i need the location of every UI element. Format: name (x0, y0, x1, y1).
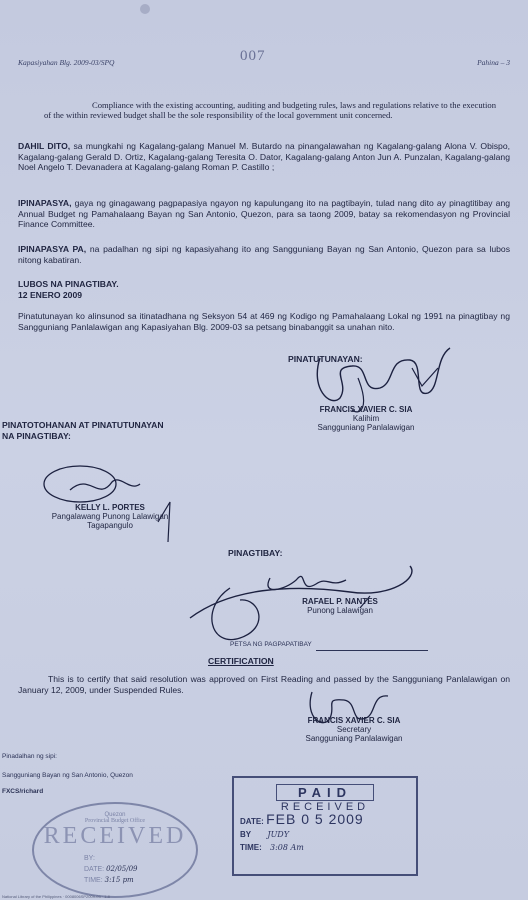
petsa-line (230, 633, 436, 651)
pinatotohanan-line2: NA PINAGTIBAY: (2, 431, 71, 441)
received-time-value: 3:15 pm (104, 876, 134, 884)
received-by-label: BY: (84, 855, 95, 862)
nantes-block (280, 597, 400, 615)
paid-stamp-fields (234, 813, 416, 854)
sia-name: FRANCIS XAVIER C. SIA (319, 405, 413, 414)
certification-paragraph (18, 674, 510, 695)
paid-time-label: TIME: (240, 843, 262, 852)
paid-stamp (232, 776, 418, 876)
received-stamp (32, 802, 198, 898)
paid-time-value: 3:08 Am (270, 843, 304, 852)
paid-by-label: BY (240, 830, 252, 839)
portes-tagapangulo: Tagapangulo (87, 521, 133, 530)
pinagtibay-label: PINAGTIBAY: (228, 548, 283, 558)
lubos-text: LUBOS NA PINAGTIBAY. (18, 279, 119, 289)
received-stamp-big: RECEIVED (43, 823, 187, 849)
pinatutunayan-label: PINATUTUNAYAN: (288, 354, 363, 364)
received-stamp-fields (84, 854, 138, 886)
lubos-heading (18, 279, 119, 300)
header-resolution-number: Kapasiyahan Blg. 2009-03/SPQ (18, 58, 115, 67)
received-date-value: 02/05/09 (106, 865, 138, 873)
cert-sia-name: FRANCIS XAVIER C. SIA (307, 716, 401, 725)
sia-block (296, 405, 436, 432)
portes-block (30, 503, 190, 530)
portes-name: KELLY L. PORTES (75, 503, 145, 512)
pinatotohanan-line1: PINATOTOHANAN AT PINATUTUNAYAN (2, 420, 164, 430)
punch-mark (140, 4, 150, 14)
received-date-label: DATE: (84, 866, 105, 873)
portes-title: Pangalawang Punong Lalawigan (51, 512, 169, 521)
ipinapasya-pa-lead: IPINAPASYA PA, (18, 244, 87, 254)
paid-by-value: JUDY (267, 830, 290, 839)
ipinapasya-lead: IPINAPASYA, (18, 198, 72, 208)
dahil-dito-paragraph (18, 141, 510, 173)
recipient-text: Sangguniang Bayan ng San Antonio, Quezon (2, 772, 133, 779)
header-page-label: Pahina – 3 (477, 58, 510, 67)
archive-footer: National Library of the Philippines · 0008006SP2009-03 · 1.8 (2, 894, 110, 899)
pinadalhan-label: Pinadalhan ng sipi: (2, 753, 57, 760)
cert-sia-secretary: Secretary (336, 725, 372, 734)
received-stamp-line2: Provincial Budget Office (84, 818, 146, 824)
paid-date-value: FEB 0 5 2009 (266, 811, 364, 827)
paid-stamp-title: PAID (276, 784, 374, 801)
pinatotohanan-label (2, 420, 164, 442)
header-page-code: 007 (240, 48, 266, 64)
sia-title-kalihim: Kalihim (352, 414, 380, 423)
received-time-label: TIME: (84, 877, 103, 884)
ipinapasya-pa-paragraph (18, 244, 510, 265)
cert-sia-sp: Sangguniang Panlalawigan (305, 734, 403, 743)
pinatutunayan-text: Pinatutunayan ko alinsunod sa itinatadhana ng Seksyon 54 at 469 ng Kodigo ng Pamahalaang Lokal ng 1991 na pinagtibay ng Sangguniang Panlalawigan ang Kapasiyahan Blg. 2009-03 sa petsang binabanggit sa unahan nito. (18, 311, 510, 332)
received-stamp-line1: Quezon (104, 812, 126, 818)
dahil-dito-lead: DAHIL DITO, (18, 141, 71, 151)
certification-signatory (284, 716, 424, 743)
certification-heading: CERTIFICATION (208, 656, 274, 666)
compliance-paragraph (44, 100, 496, 121)
sia-title-sp: Sangguniang Panlalawigan (317, 423, 415, 432)
dahil-dito-text: sa mungkahi ng Kagalang-galang Manuel M. Butardo na pinangalawahan ng Kagalang-galang Alona V. Obispo, Kagalang-galang Gerald D. Ortiz, Kagalang-galang Teresita O. Dator, Kagalang-galang Anton Jun A. Punzalan, Kagalang-galang Noel Angelo T. Devanadera at Kagalang-galang Roman P. Castillo ; (18, 141, 511, 173)
pinatutunayan-paragraph (18, 311, 510, 332)
petsa-underline (316, 643, 428, 651)
paid-date-label: DATE: (240, 817, 264, 826)
initials-text: FXCS/richard (2, 788, 44, 795)
petsa-label: PETSA NG PAGPAPATIBAY (230, 641, 312, 648)
nantes-name: RAFAEL P. NANTES (302, 597, 378, 606)
ipinapasya-text: gaya ng ginagawang pagpapasiya ngayon ng kapulungang ito na pagtibayin, tulad nang dito ay pinagtitibay ang Annual Budget ng Pamahalaang Bayan ng San Antonio, Quezon, para sa taong 2009, batay sa rekomendasyon ng Provincial Finance Committee. (18, 198, 511, 230)
paid-stamp-subtitle: RECEIVED (280, 801, 370, 813)
ipinapasya-paragraph (18, 198, 510, 230)
nantes-title: Punong Lalawigan (307, 606, 373, 615)
compliance-text: Compliance with the existing accounting, auditing and budgeting rules, laws and regulations relative to the execution of the within reviewed budget shall be the sole responsibility of the local government unit concerned. (44, 100, 496, 121)
ipinapasya-pa-text: na padalhan ng sipi ng kapasiyahang ito ang Sangguniang Bayan ng San Antonio, Quezon para sa lubos nitong kabatiran. (18, 244, 510, 265)
approval-date: 12 ENERO 2009 (18, 289, 83, 300)
certification-text: This is to certify that said resolution was approved on First Reading and passed by the Sangguniang Panlalawigan on January 12, 2009, under Suspended Rules. (18, 674, 510, 695)
